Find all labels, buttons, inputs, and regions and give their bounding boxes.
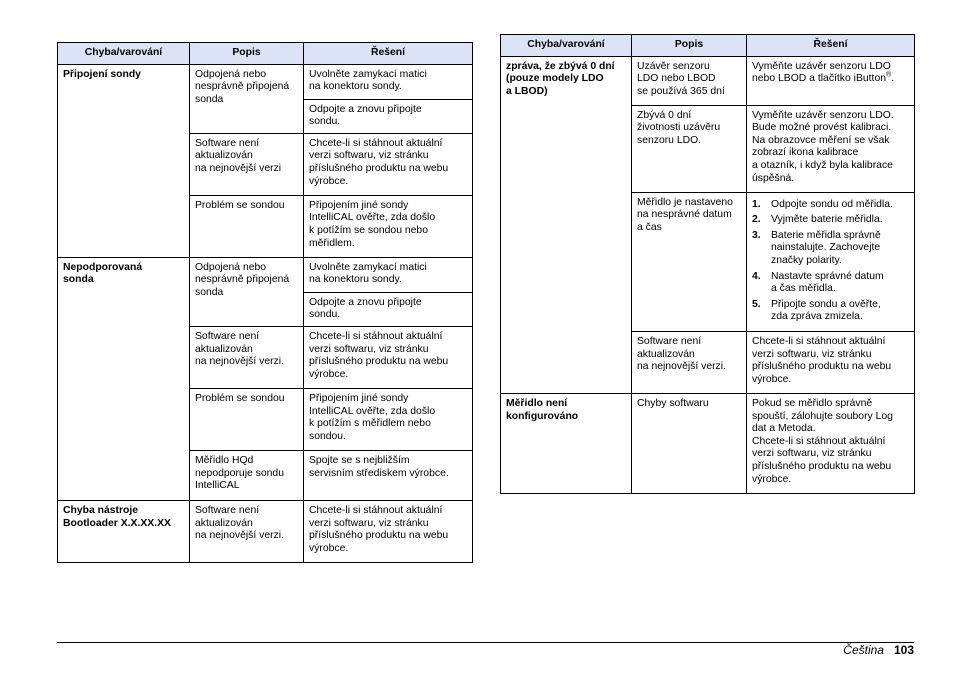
- page-number: 103: [893, 643, 914, 657]
- header-error: Chyba/varování: [501, 35, 632, 57]
- step-number: 1.: [752, 198, 761, 210]
- step-text: Odpojte sondu od měřidla.: [771, 198, 893, 210]
- error-cell: Měřidlo není konfigurováno: [501, 393, 632, 493]
- step-text: Vyjměte baterie měřidla.: [771, 214, 883, 226]
- step-list: [752, 199, 909, 324]
- step-text: Připojte sondu a ověřte, zda zpráva zmizela.: [771, 298, 881, 323]
- header-description: Popis: [190, 43, 304, 65]
- solution-cell: Chcete-li si stáhnout aktuální verzi softwaru, viz stránku příslušného produktu na webu výrobce.: [304, 133, 473, 195]
- troubleshooting-table-right: [500, 34, 915, 494]
- header-row: [58, 43, 473, 65]
- solution-cell: Uvolněte zamykací matici na konektoru sondy.: [304, 64, 473, 99]
- header-solution: Řešení: [747, 35, 915, 57]
- error-cell: Připojení sondy: [58, 64, 190, 257]
- list-item: [752, 199, 909, 212]
- list-item: [752, 271, 909, 296]
- footer-divider: [57, 642, 914, 643]
- error-cell: zpráva, že zbývá 0 dní (pouze modely LDO a LBOD): [501, 56, 632, 393]
- header-description: Popis: [632, 35, 747, 57]
- solution-cell: Chcete-li si stáhnout aktuální verzi softwaru, viz stránku příslušného produktu na webu výrobce.: [747, 331, 915, 393]
- table-row: [58, 64, 473, 99]
- cause-cell: Software není aktualizován na nejnovější verzi.: [190, 500, 304, 562]
- solution-text: Vyměňte uzávěr senzoru LDO nebo LBOD a tlačítko iButton: [752, 60, 891, 85]
- cause-cell: Software není aktualizován na nejnovější verzi.: [190, 326, 304, 388]
- table-row: [501, 393, 915, 493]
- footer-language: Čeština: [843, 643, 884, 657]
- solution-cell: Chcete-li si stáhnout aktuální verzi softwaru, viz stránku příslušného produktu na webu výrobce.: [304, 500, 473, 562]
- solution-cell: Chcete-li si stáhnout aktuální verzi softwaru, viz stránku příslušného produktu na webu výrobce.: [304, 326, 473, 388]
- cause-cell: Zbývá 0 dní životnosti uzávěru senzoru LDO.: [632, 105, 747, 192]
- solution-cell: Vyměňte uzávěr senzoru LDO. Bude možné provést kalibraci. Na obrazovce měření se však zobrazí ikona kalibrace a otazník, i když byla kalibrace úspěšná.: [747, 105, 915, 192]
- table-row: [501, 56, 915, 105]
- cause-cell: Měřidlo je nastaveno na nesprávné datum a čas: [632, 192, 747, 331]
- solution-cell: Odpojte a znovu připojte sondu.: [304, 99, 473, 133]
- solution-tail: .: [891, 73, 895, 85]
- list-item: [752, 214, 909, 227]
- cause-cell: Problém se sondou: [190, 388, 304, 450]
- cause-cell: Odpojená nebo nesprávně připojená sonda: [190, 64, 304, 133]
- troubleshooting-table-left: [57, 42, 473, 563]
- cause-cell: Software není aktualizován na nejnovější verzi: [190, 133, 304, 195]
- step-number: 4.: [752, 270, 761, 282]
- page-footer: [843, 643, 914, 657]
- list-item: [752, 230, 909, 268]
- table-row: [58, 500, 473, 562]
- solution-cell: [747, 56, 915, 105]
- error-cell: Nepodporovaná sonda: [58, 257, 190, 500]
- solution-cell: Připojením jiné sondy IntelliCAL ověřte, zda došlo k potížím se sondou nebo měřidlem.: [304, 195, 473, 257]
- cause-cell: Problém se sondou: [190, 195, 304, 257]
- solution-cell: Pokud se měřidlo správně spouští, zálohujte soubory Log dat a Metoda. Chcete-li si stáhnout aktuální verzi softwaru, viz stránku příslušného produktu na webu výrobce.: [747, 393, 915, 493]
- solution-cell: Připojením jiné sondy IntelliCAL ověřte, zda došlo k potížím s měřidlem nebo sondou.: [304, 388, 473, 450]
- step-text: Baterie měřidla správně nainstalujte. Zachovejte značky polarity.: [771, 229, 881, 266]
- table-row: [58, 257, 473, 292]
- registered-mark: ®: [886, 71, 892, 79]
- cause-cell: Odpojená nebo nesprávně připojená sonda: [190, 257, 304, 326]
- header-error: Chyba/varování: [58, 43, 190, 65]
- header-solution: Řešení: [304, 43, 473, 65]
- solution-cell: Uvolněte zamykací matici na konektoru sondy.: [304, 257, 473, 292]
- step-text: Nastavte správné datum a čas měřidla.: [771, 270, 884, 295]
- cause-cell: Chyby softwaru: [632, 393, 747, 493]
- step-number: 3.: [752, 229, 761, 241]
- solution-cell: Spojte se s nejbližším servisním střediskem výrobce.: [304, 450, 473, 500]
- step-number: 5.: [752, 298, 761, 310]
- cause-cell: Software není aktualizován na nejnovější verzi.: [632, 331, 747, 393]
- cause-cell: Uzávěr senzoru LDO nebo LBOD se používá 365 dní: [632, 56, 747, 105]
- solution-cell: Odpojte a znovu připojte sondu.: [304, 292, 473, 326]
- solution-cell: [747, 192, 915, 331]
- list-item: [752, 299, 909, 324]
- step-number: 2.: [752, 214, 761, 226]
- error-cell: Chyba nástroje Bootloader X.X.XX.XX: [58, 500, 190, 562]
- header-row: [501, 35, 915, 57]
- cause-cell: Měřidlo HQd nepodporuje sondu IntelliCAL: [190, 450, 304, 500]
